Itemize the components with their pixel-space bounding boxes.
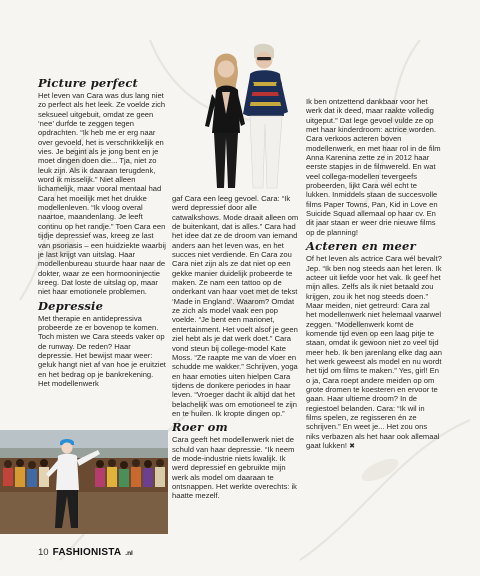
heading-acteren-en-meer: Acteren en meer xyxy=(306,239,416,254)
end-mark-icon: ✖ xyxy=(349,443,355,451)
body-paragraph: gaf Cara een leeg gevoel. Cara: “Ik werd depressief door alle catwalkshows. Mode draait alleen om de buitenkant, dat is alles.” Cara had het idee dat ze de droom van iemand anders aan het leven was, en het succes niet verdiende. En Cara zou Cara niet zijn als ze dat niet op een gekke manier duidelijk probeerde te maken. Ze nam een tattoo op de onderkant van haar voet met de tekst ‘Made in England’. Waarom? Omdat ze zich als model vaak een pop voelde. “Je bent een marionet, entertainment. Het voelt alsof je geen ziel hebt als je dat werk doet.” Cara vond steun bij college-model Kate Moss. “Ze raapte me van de vloer en schudde me wakker.” Schrijven, yoga en haar emoties uiten hielpen Cara tijdens de donkere periodes in haar leven. “Vroeger dacht ik altijd dat het belachelijk was om emotioneel te zijn en te huilen. Ik kropte dingen op.” xyxy=(172,194,299,418)
body-paragraph: Cara geeft het modellenwerk niet de schuld van haar depressie. “Ik neem de mode-industrie niets kwalijk. Ik werd depressief en gebruikte mijn werk als model om daaraan te ontsnappen. Het werkte overechts: ik haatte mezelf. xyxy=(172,435,297,501)
body-paragraph xyxy=(306,254,442,451)
heading-picture-perfect: Picture perfect xyxy=(38,76,139,90)
brand-logo: FASHIONISTA xyxy=(52,547,122,558)
page-footer xyxy=(38,547,133,561)
body-text: Of het leven als actrice Cara wél bevalt? Jep. “Ik ben nog steeds aan het leren. Ik acteer uit liefde voor het vak. Ik geef het mijn alles. Zelfs als ik niet betaald zou krijgen, zou ik het nog steeds doen.” Maar meiden, niet getreurd: Cara zal het modellenwerk niet helemaal vaarwel zeggen. “Modellenwerk komt de komende tijd even op een laag pitje te staan, omdat ik gewoon niet zo veel tijd meer heb. Ik ben jarenlang elke dag aan het werk geweest als model en nu wordt het tijd om films te maken.” Yes, girl! En o ja, Cara roept andere meiden op om grote dromen te koesteren en ervoor te gaan. Haar ultieme droom? In de regiestoel belanden. Cara: “Ik wil in films spelen, ze regisseren én ze schrijven.” En weet je... Het zou ons niks verbazen als het haar ook allemaal gaat lukken! xyxy=(306,254,442,451)
page-number: 10 xyxy=(38,547,49,558)
crowd-photo xyxy=(0,430,168,534)
body-paragraph: Ik ben ontzettend dankbaar voor het werk dat ik deed, maar raakte volledig uitgeput.” Dat lege gevoel vulde ze op met haar kinderdroom: actrice worden. Cara verkoos acteren boven modellenwerk, en met haar rol in de film Anna Karenina zette ze in 2012 haar eerste stapjes in de filmwereld. En wat veel collega-modellen tevergeefs probeerden, lijkt Cara wél echt te lukken. Inmiddels staan de succesvolle films Paper Towns, Pan, Kid in Love en Suicide Squad allemaal op haar cv. En dit jaar staan er weer drie nieuwe films op de planning! xyxy=(306,97,441,237)
models-photo xyxy=(196,38,296,190)
body-paragraph: Het leven van Cara was dus lang niet zo perfect als het leek. Ze voelde zich seksueel uitgebuit, omdat ze geen ‘nee’ durfde te zeggen tegen opdrachten. “Ik heb me er erg naar over gevoeld, het is verschrikkelijk en vies. Je begint als je jong bent en je moet dingen doen die... Tja, niet zo leuk zijn. Als ik daaraan terugdenk, word ik misselijk.” Niet alleen lichamelijk, maar vooral mentaal had Cara het moeilijk met het drukke modellenleven. “Ik vloog overal naartoe, maandenlang. Je leeft continu op het randje.” Toen Cara een tijdje depressief was, kreeg ze last van psoriasis – een huidziekte waarbij je last krijgt van uitslag. Haar modellenbureau stuurde haar naar de dokter, waar ze een hormooninjectie kreeg. Dat loste de uitslag op, maar niet haar emotionele problemen. xyxy=(38,91,166,297)
brand-suffix: .nl xyxy=(125,550,133,557)
body-paragraph: Met therapie en antidepressiva probeerde ze er bovenop te komen. Toch misten we Cara steeds vaker op de runway. De reden? Haar depressie. Het bewijst maar weer: geluk hangt niet af van hoe je eruitziet en het bedrag op je bankrekening. Het modellenwerk xyxy=(38,313,166,388)
heading-roer-om: Roer om xyxy=(172,420,228,435)
heading-depressie: Depressie xyxy=(38,298,104,313)
article-column-1 xyxy=(38,77,166,388)
article-column-2 xyxy=(172,194,302,501)
article-column-3 xyxy=(306,97,442,451)
